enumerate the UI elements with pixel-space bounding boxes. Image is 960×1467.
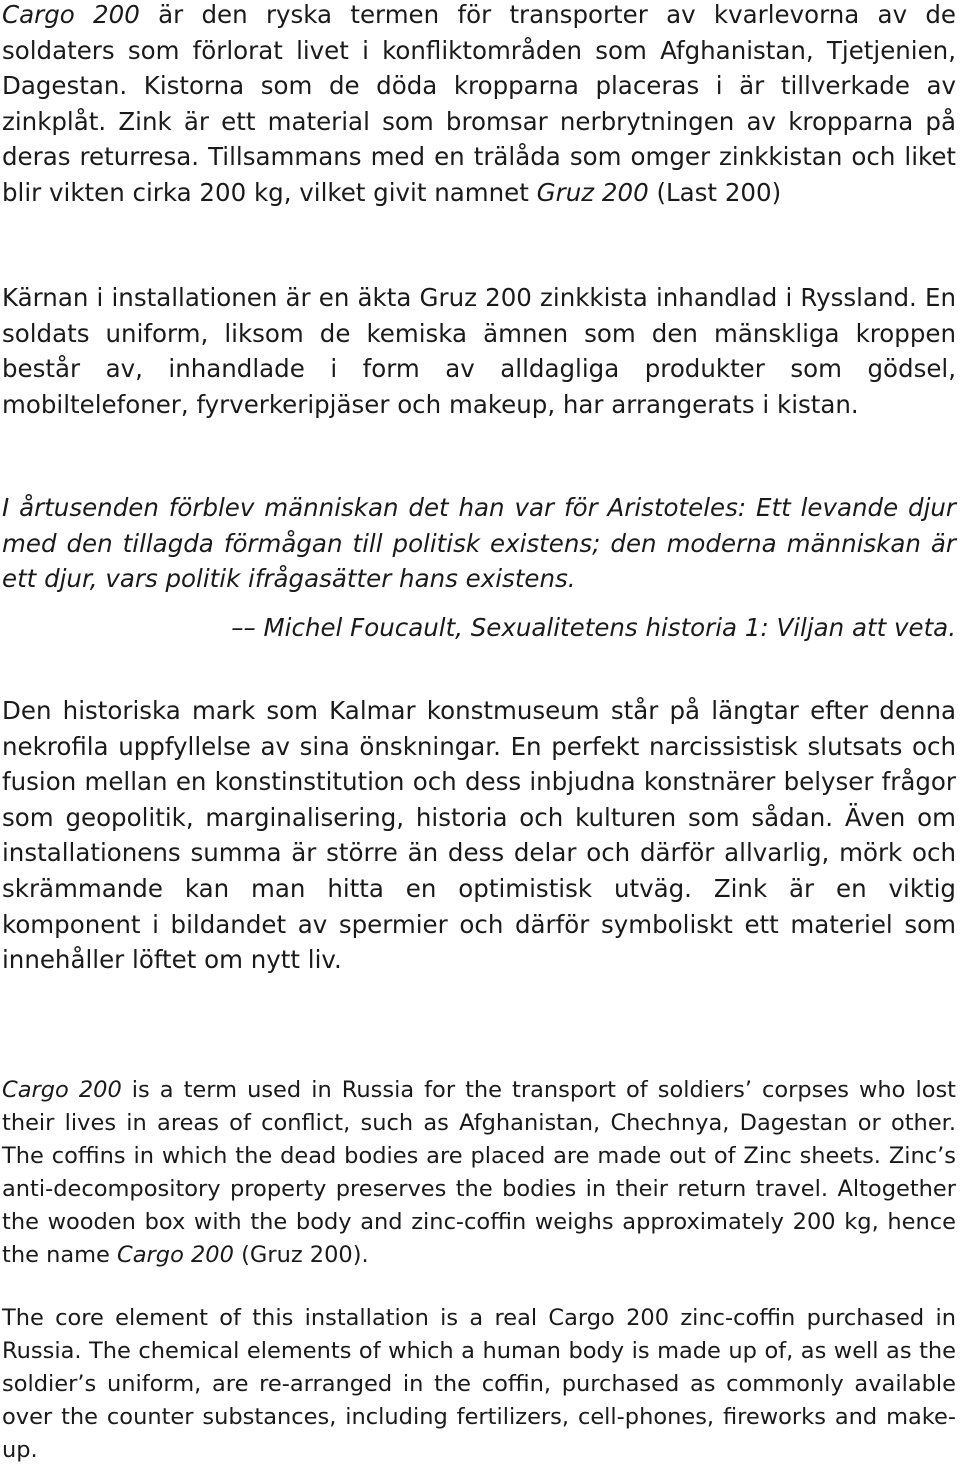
foucault-quote: I årtusenden förblev människan det han var för Aristoteles: Ett levande djur med den tillagda förmågan till politisk existens; den moderna människan är ett djur, vars politik ifrågasätter hans existens.	[2, 493, 956, 594]
swedish-paragraph-installation-core: Kärnan i installationen är en äkta Gruz 200 zinkkista inhandlad i Ryssland. En soldats uniform, liksom de kemiska ämnen som den mänskliga kroppen består av, inhandlade i form av alldagliga produkter som gödsel, mobiltelefoner, fyrverkeripjäser och makeup, har arrangerats i kistan.	[2, 283, 956, 419]
swedish-paragraph-kalmar-museum: Den historiska mark som Kalmar konstmuseum står på längtar efter denna nekrofila uppfyllelse av sina önskningar. En perfekt narcissistisk slutsats och fusion mellan en konstinstitution och dess inbjudna konstnärer belyser frågor som geopolitik, marginalisering, historia och kulturen som sådan. Även om installationens summa är större än dess delar och därför allvarlig, mörk och skrämmande kan man hitta en optimistisk utväg. Zink är en viktig komponent i bildandet av spermier och därför symboliskt ett materiel som innehåller löftet om nytt liv.	[2, 696, 956, 975]
paragraph-text: (Last 200)	[648, 177, 782, 207]
english-paragraph-installation-core: The core element of this installation is a real Cargo 200 zinc-coffin purchased in Russia. The chemical elements of which a human body is made up of, as well as the soldier’s uniform, are re-arranged in the coffin, purchased as commonly available over the counter substances, including fertilizers, cell-phones, fireworks and make-up.	[2, 1305, 956, 1463]
term-cargo-200: Cargo 200	[117, 1242, 234, 1268]
paragraph-text: (Gruz 200).	[233, 1242, 369, 1268]
paragraph-text: är den ryska termen för transporter av kvarlevorna av de soldaters som förlorat livet i konfliktområden som Afghanistan, Tjetjenien, Dagestan. Kistorna som de döda kropparna placeras i är tillverkade av zinkplåt. Zink är ett material som bromsar nerbrytningen av kropparna på deras returresa. Tillsammans med en trälåda som omger zinkkistan och liket blir vikten cirka 200 kg, vilket givit namnet	[2, 0, 956, 207]
english-paragraph-cargo-200	[2, 1074, 956, 1272]
paragraph-text: is a term used in Russia for the transport of soldiers’ corpses who lost their lives in areas of conflict, such as Afghanistan, Chechnya, Dagestan or other. The coffins in which the dead bodies are placed are made out of Zinc sheets. Zinc’s anti-decompository property preserves the bodies in their return travel. Altogether the wooden box with the body and zinc-coffin weighs approximately 200 kg, hence the name	[2, 1077, 957, 1268]
quote-attribution: –– Michel Foucault, Sexualitetens historia 1: Viljan att veta.	[231, 613, 956, 642]
term-cargo-200: Cargo 200	[2, 1077, 122, 1103]
term-cargo-200: Cargo 200	[2, 0, 140, 29]
term-gruz-200: Gruz 200	[536, 177, 649, 207]
swedish-paragraph-cargo-200	[2, 0, 956, 211]
